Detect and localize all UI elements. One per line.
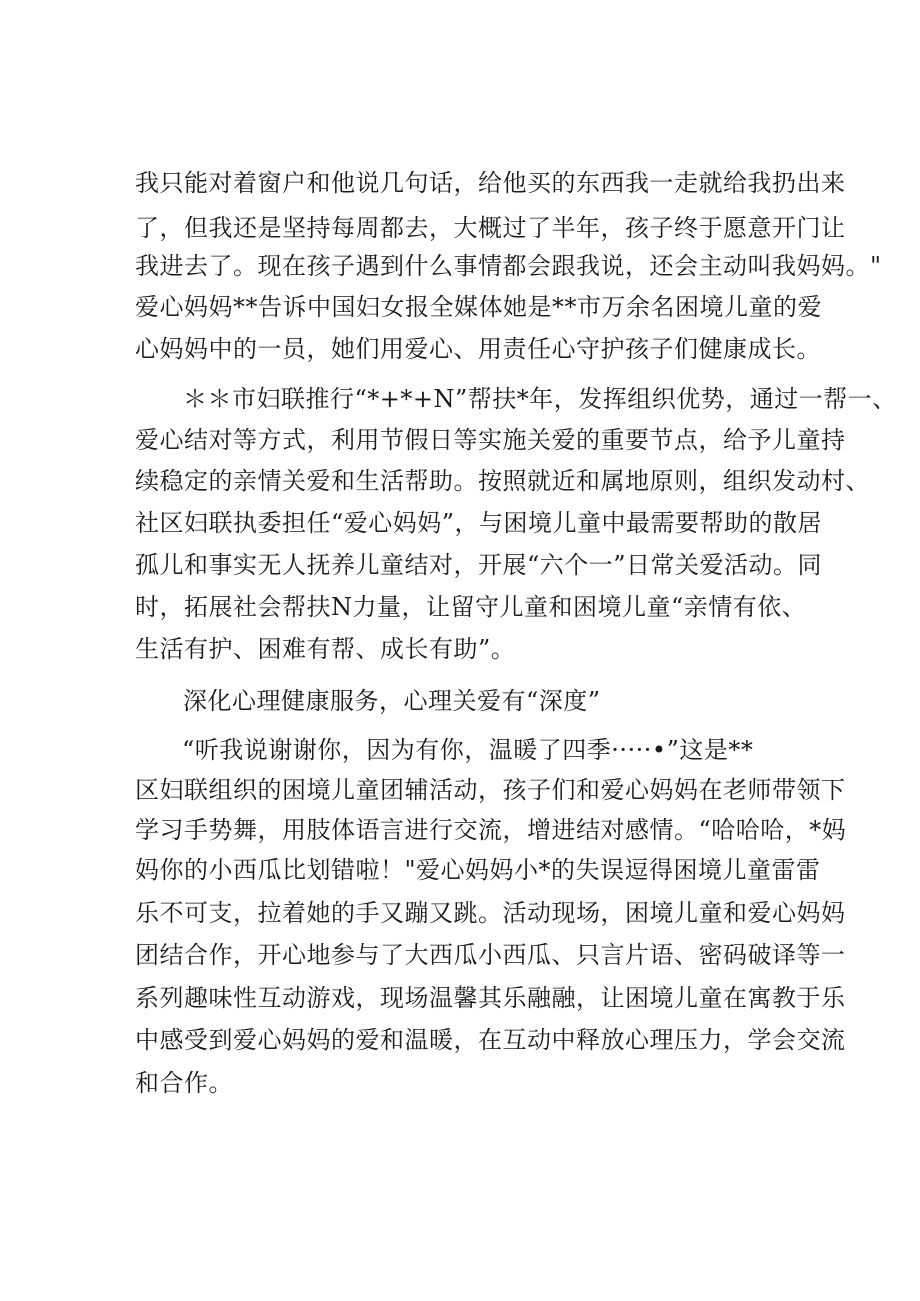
paragraph-line: 时，拓展社会帮扶N力量，让留守儿童和困境儿童“亲情有依、	[135, 593, 807, 621]
paragraph-line: 团结合作，开心地参与了大西瓜小西瓜、只言片语、密码破译等一	[135, 941, 846, 969]
paragraph-line: 乐不可支，拉着她的手又蹦又跳。活动现场，困境儿童和爱心妈妈	[135, 899, 846, 927]
paragraph-line: 妈你的小西瓜比划错啦！"爱心妈妈小*的失误逗得困境儿童雷雷	[135, 856, 821, 884]
paragraph-line: “听我说谢谢你，因为有你，温暖了四季·····•”这是**	[182, 736, 754, 764]
paragraph-line: 和合作。	[135, 1069, 233, 1097]
paragraph-line: 孤儿和事实无人抚养儿童结对，开展“六个一”日常关爱活动。同	[135, 551, 823, 579]
paragraph-line: 了，但我还是坚持每周都去，大概过了半年，孩子终于愿意开门让	[135, 214, 846, 242]
paragraph-line: 爱心妈妈**告诉中国妇女报全媒体她是**市万余名困境儿童的爱	[135, 293, 822, 321]
paragraph-line: 社区妇联执委担任“爱心妈妈”，与困境儿童中最需要帮助的散居	[135, 509, 823, 537]
paragraph-line: 续稳定的亲情关爱和生活帮助。按照就近和属地原则，组织发动村、	[135, 467, 870, 495]
paragraph-line: 心妈妈中的一员，她们用爱心、用责任心守护孩子们健康成长。	[135, 335, 821, 363]
paragraph-line: ＊＊市妇联推行“*+*+N”帮扶*年，发挥组织优势，通过一帮一、	[183, 385, 897, 413]
paragraph-line: 学习手势舞，用肢体语言进行交流，增进结对感情。“哈哈哈，*妈	[135, 816, 847, 844]
paragraph-line: 生活有护、困难有帮、成长有助”。	[135, 635, 516, 663]
section-heading: 深化心理健康服务，心理关爱有“深度”	[183, 687, 601, 715]
paragraph-line: 中感受到爱心妈妈的爱和温暖，在互动中释放心理压力，学会交流	[135, 1026, 846, 1054]
paragraph-line: 系列趣味性互动游戏，现场温馨其乐融融，让困境儿童在寓教于乐	[135, 984, 846, 1012]
paragraph-line: 我进去了。现在孩子遇到什么事情都会跟我说，还会主动叫我妈妈。"	[135, 252, 882, 280]
paragraph-line: 我只能对着窗户和他说几句话，给他买的东西我一走就给我扔出来	[135, 169, 846, 197]
paragraph-line: 爱心结对等方式，利用节假日等实施关爱的重要节点，给予儿童持	[135, 426, 846, 454]
paragraph-line: 区妇联组织的困境儿童团辅活动，孩子们和爱心妈妈在老师带领下	[135, 776, 846, 804]
